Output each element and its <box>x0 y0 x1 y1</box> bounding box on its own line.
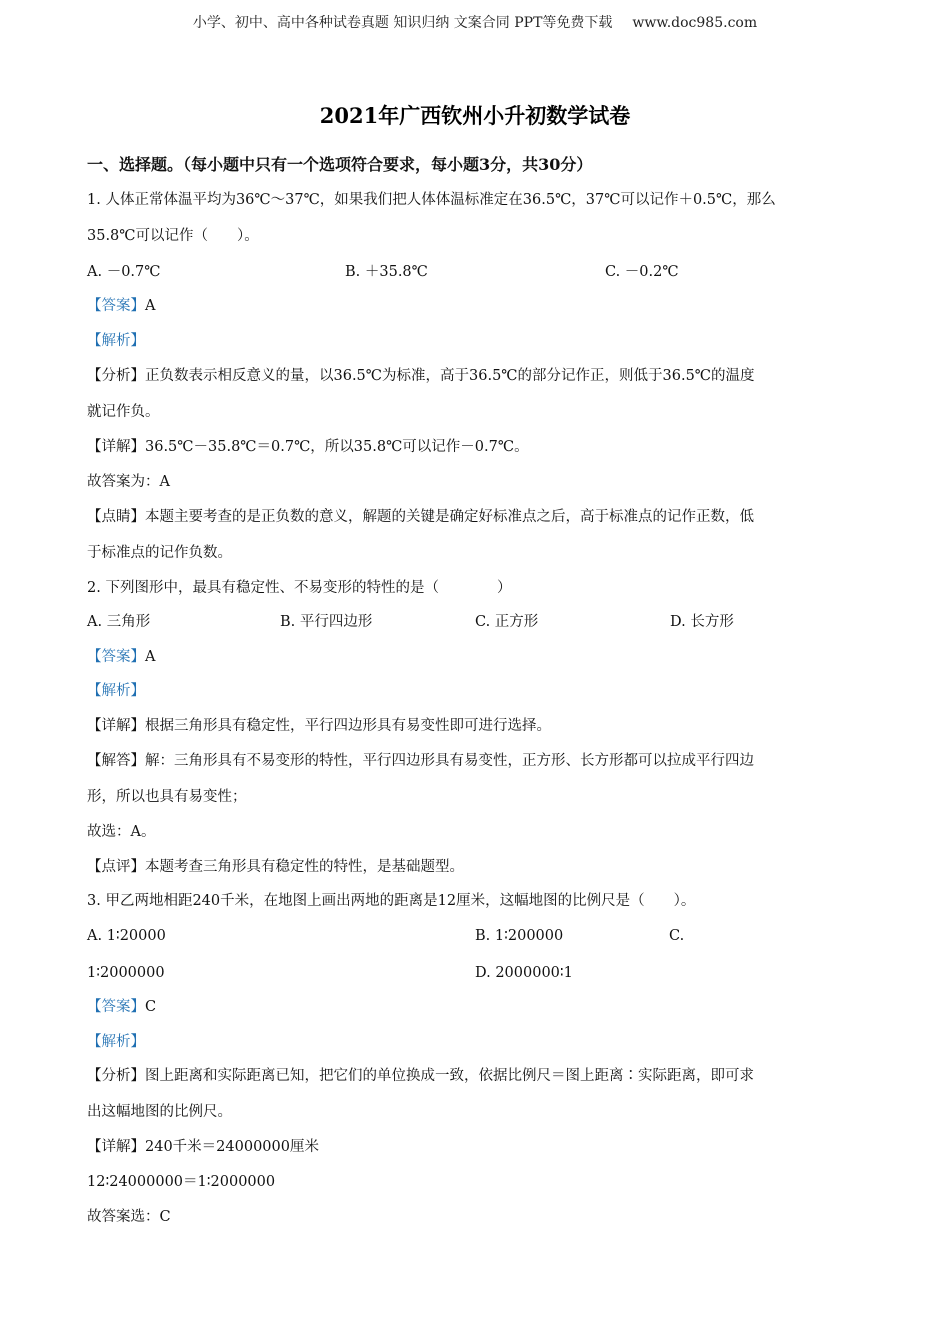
q3-analysis-label: 【解析】 <box>87 1034 145 1050</box>
q1-stem-line2: 35.8℃可以记作（ ）。 <box>87 228 259 244</box>
page-title: 2021年广西钦州小升初数学试卷 <box>319 103 631 128</box>
q2-xiangjie: 【详解】根据三角形具有稳定性，平行四边形具有易变性即可进行选择。 <box>87 718 551 734</box>
q3-option-b: B. 1∶200000 <box>475 928 564 944</box>
q2-option-d: D. 长方形 <box>670 614 734 630</box>
q1-conclusion: 故答案为：A <box>87 474 170 490</box>
q2-conclusion: 故选：A。 <box>87 824 156 840</box>
q1-option-a: A. －0.7℃ <box>87 264 161 280</box>
q2-jieda-line2: 形，所以也具有易变性； <box>87 789 247 805</box>
q1-fenxi-line1: 【分析】正负数表示相反意义的量，以36.5℃为标准，高于36.5℃的部分记作正，则低于36.5℃的温度 <box>87 368 755 384</box>
q3-option-a: A. 1∶20000 <box>87 928 166 944</box>
q3-answer-value: C <box>145 999 157 1015</box>
q1-option-b: B. ＋35.8℃ <box>345 264 428 280</box>
q2-answer-value: A <box>145 649 156 665</box>
q3-answer <box>87 997 156 1017</box>
q2-option-c: C. 正方形 <box>475 614 539 630</box>
q1-fenxi-line2: 就记作负。 <box>87 404 160 420</box>
q1-option-c: C. －0.2℃ <box>605 264 679 280</box>
q3-stem: 3. 甲乙两地相距240千米，在地图上画出两地的距离是12厘米，这幅地图的比例尺是（ ）。 <box>87 893 696 909</box>
answer-label: 【答案】 <box>87 649 145 665</box>
q2-option-a: A. 三角形 <box>87 614 151 630</box>
q1-answer <box>87 296 155 316</box>
q1-analysis-label: 【解析】 <box>87 333 145 349</box>
q1-xiangjie: 【详解】36.5℃－35.8℃＝0.7℃，所以35.8℃可以记作－0.7℃。 <box>87 439 529 455</box>
q3-option-c-value: 1∶2000000 <box>87 965 165 981</box>
q2-jieda-line1: 【解答】解：三角形具有不易变形的特性，平行四边形具有易变性，正方形、长方形都可以拉成平行四边 <box>87 753 754 769</box>
q2-answer <box>87 647 155 667</box>
q2-stem: 2. 下列图形中，最具有稳定性、不易变形的特性的是（ ） <box>87 580 512 596</box>
q2-option-b: B. 平行四边形 <box>280 614 373 630</box>
q3-fenxi-line1: 【分析】图上距离和实际距离已知，把它们的单位换成一致，依据比例尺＝图上距离∶实际距离，即可求 <box>87 1068 754 1084</box>
answer-label: 【答案】 <box>87 999 145 1015</box>
q1-dianjing-line2: 于标准点的记作负数。 <box>87 545 232 561</box>
q3-xiangjie: 【详解】240千米＝24000000厘米 <box>87 1139 319 1155</box>
q3-option-c: C. <box>669 928 685 944</box>
q3-conclusion: 故答案选：C <box>87 1209 171 1225</box>
q3-fenxi-line2: 出这幅地图的比例尺。 <box>87 1104 232 1120</box>
section-heading: 一、选择题。（每小题中只有一个选项符合要求，每小题3分，共30分） <box>87 155 593 174</box>
header-site-link[interactable]: www.doc985.com <box>632 15 758 31</box>
q2-dianping: 【点评】本题考查三角形具有稳定性的特性，是基础题型。 <box>87 859 464 875</box>
q1-dianjing-line1: 【点睛】本题主要考查的是正负数的意义，解题的关键是确定好标准点之后，高于标准点的记作正数，低 <box>87 509 754 525</box>
q1-answer-value: A <box>145 298 156 314</box>
q2-analysis-label: 【解析】 <box>87 683 145 699</box>
q1-stem-line1: 1. 人体正常体温平均为36℃～37℃，如果我们把人体体温标准定在36.5℃，37℃可以记作＋0.5℃，那么 <box>87 192 776 208</box>
header-text: 小学、初中、高中各种试卷真题 知识归纳 文案合同 PPT等免费下载 <box>192 15 613 31</box>
q3-option-d: D. 2000000∶1 <box>475 965 573 981</box>
page-header <box>0 12 950 32</box>
answer-label: 【答案】 <box>87 298 145 314</box>
q3-calc: 12∶24000000＝1∶2000000 <box>87 1174 276 1190</box>
